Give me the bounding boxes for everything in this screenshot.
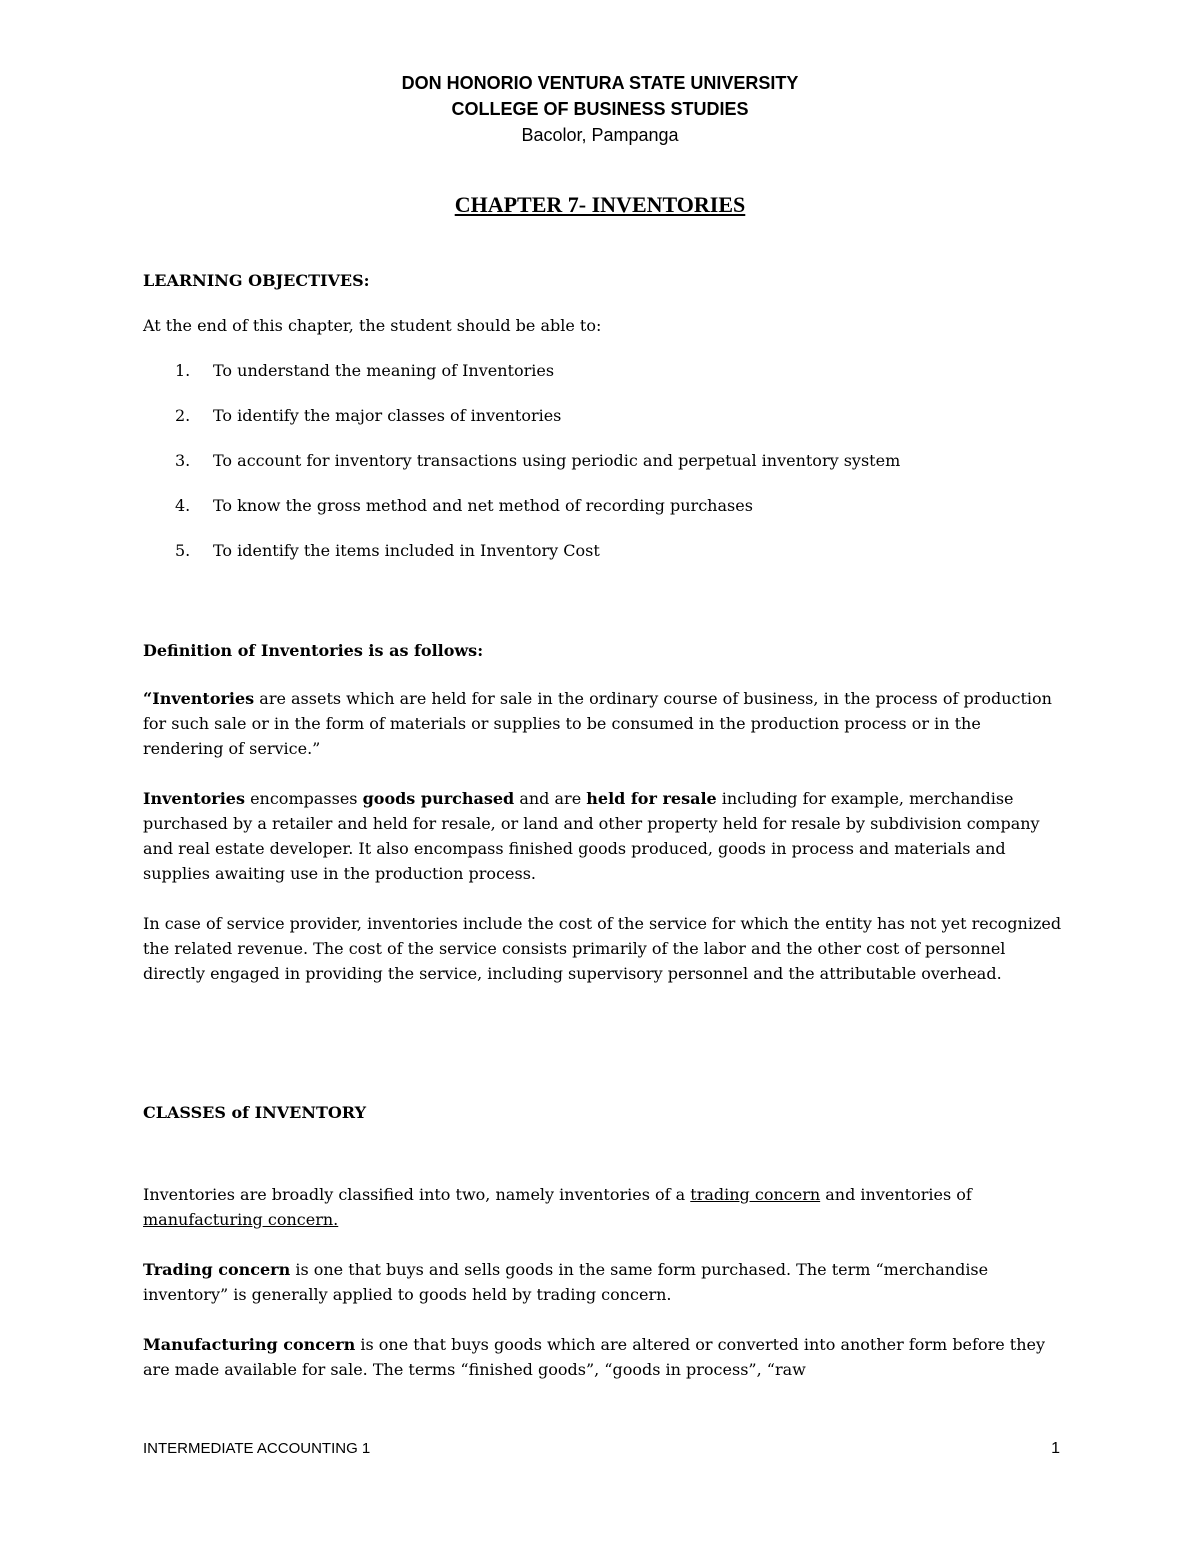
term-held-for-resale: held for resale bbox=[586, 789, 717, 808]
term-inventories: Inventories bbox=[143, 789, 245, 808]
learning-objectives-heading: LEARNING OBJECTIVES: bbox=[143, 271, 370, 290]
manufacturing-concern-paragraph bbox=[143, 1332, 1063, 1382]
quote-open-mark: “ bbox=[143, 689, 153, 708]
term-manufacturing-concern: manufacturing concern. bbox=[143, 1210, 339, 1229]
text-span: Inventories are broadly classified into two, namely inventories of a bbox=[143, 1185, 691, 1204]
list-item-text: To identify the major classes of inventories bbox=[213, 406, 562, 425]
list-item bbox=[143, 448, 1063, 473]
list-item-text: To identify the items included in Inventory Cost bbox=[213, 541, 600, 560]
definition-section bbox=[143, 638, 1063, 986]
manufacturing-concern-term: Manufacturing concern bbox=[143, 1335, 356, 1354]
text-span: and inventories of bbox=[820, 1185, 972, 1204]
quote-term: Inventories bbox=[152, 689, 255, 708]
list-item-number: 3. bbox=[175, 451, 191, 470]
objectives-intro: At the end of this chapter, the student should be able to: bbox=[143, 316, 602, 335]
list-item-number: 5. bbox=[175, 541, 191, 560]
objectives-list bbox=[143, 358, 1063, 563]
classes-heading: CLASSES of INVENTORY bbox=[143, 1103, 367, 1122]
text-span: is one that buys and sells goods in the same form purchased. The term “merchandise inventory” is generally applied to goods held by trading concern. bbox=[143, 1260, 989, 1304]
definition-paragraph-2 bbox=[143, 786, 1063, 886]
college-name: COLLEGE OF BUSINESS STUDIES bbox=[451, 99, 749, 119]
list-item bbox=[143, 538, 1063, 563]
list-item-text: To account for inventory transactions using periodic and perpetual inventory system bbox=[213, 451, 901, 470]
university-name: DON HONORIO VENTURA STATE UNIVERSITY bbox=[401, 73, 799, 93]
list-item-number: 1. bbox=[175, 361, 191, 380]
trading-concern-term: Trading concern bbox=[143, 1260, 291, 1279]
classes-intro bbox=[143, 1182, 1063, 1232]
document-header bbox=[0, 70, 1200, 148]
text-span: and are bbox=[514, 789, 587, 808]
footer-page-number: 1 bbox=[1051, 1440, 1060, 1457]
definition-heading: Definition of Inventories is as follows: bbox=[143, 641, 484, 660]
quote-text: are assets which are held for sale in the ordinary course of business, in the process of production for such sale or in the form of materials or supplies to be consumed in the production process or in the rendering of service.” bbox=[143, 689, 1052, 758]
text-span: encompasses bbox=[244, 789, 363, 808]
list-item-text: To understand the meaning of Inventories bbox=[213, 361, 555, 380]
classes-section bbox=[143, 1100, 1063, 1382]
list-item bbox=[143, 358, 1063, 383]
list-item-number: 4. bbox=[175, 496, 191, 515]
trading-concern-paragraph bbox=[143, 1257, 1063, 1307]
location: Bacolor, Pampanga bbox=[521, 125, 679, 145]
footer-course: INTERMEDIATE ACCOUNTING 1 bbox=[143, 1440, 371, 1457]
term-goods-purchased: goods purchased bbox=[362, 789, 515, 808]
term-trading-concern: trading concern bbox=[690, 1185, 821, 1204]
list-item-text: To know the gross method and net method of recording purchases bbox=[213, 496, 753, 515]
list-item bbox=[143, 403, 1063, 428]
text-span: including for example, merchandise purchased by a retailer and held for resale, or land and other property held for resale by subdivision company and real estate developer. It also encompass finished goods produced, goods in process and materials and supplies awaiting use in the production process. bbox=[143, 789, 1040, 883]
list-item-number: 2. bbox=[175, 406, 191, 425]
chapter-title: CHAPTER 7- INVENTORIES bbox=[454, 192, 746, 217]
definition-quote bbox=[143, 686, 1063, 761]
learning-objectives-section bbox=[143, 268, 1063, 583]
text-span: is one that buys goods which are altered or converted into another form before they are made available for sale. The terms “finished goods”, “goods in process”, “raw bbox=[143, 1335, 1046, 1379]
definition-paragraph-3: In case of service provider, inventories include the cost of the service for which the entity has not yet recognized the related revenue. The cost of the service consists primarily of the labor and the other cost of personnel directly engaged in providing the service, including supervisory personnel and the attributable overhead. bbox=[143, 914, 1062, 983]
list-item bbox=[143, 493, 1063, 518]
